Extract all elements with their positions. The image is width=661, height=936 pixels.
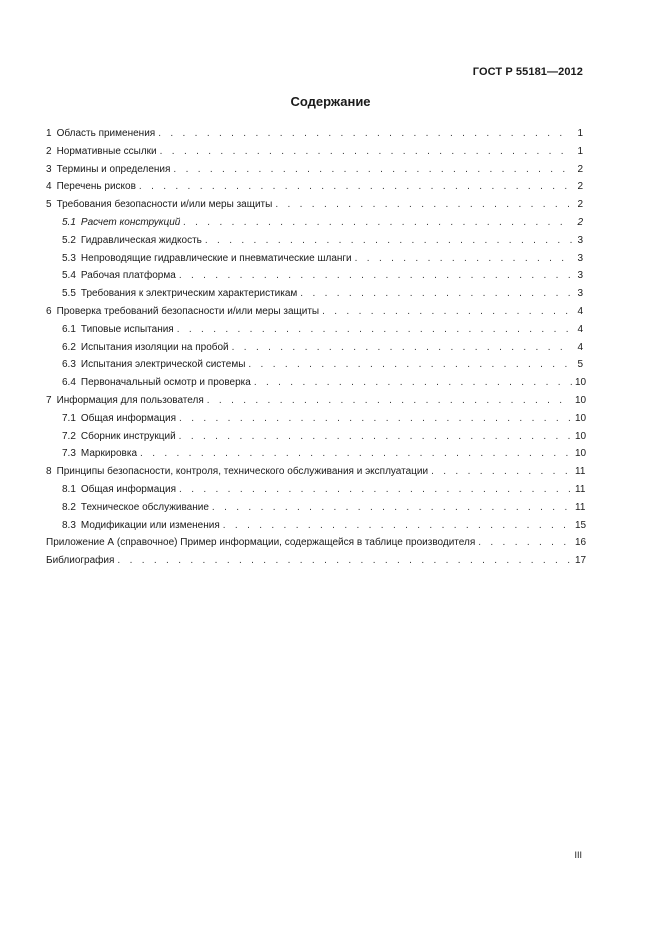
toc-entry-label: Принципы безопасности, контроля, технического обслуживания и эксплуатации	[56, 466, 429, 478]
toc-entry-page: 10	[575, 394, 587, 406]
toc-entry-label: Информация для пользователя	[56, 394, 204, 406]
toc-leader-dots	[140, 445, 572, 463]
toc-entry-page: 3	[577, 252, 583, 264]
toc-entry-page: 11	[575, 466, 586, 478]
toc-entry-number: 8.3	[62, 519, 76, 531]
toc-entry[interactable]	[46, 481, 586, 499]
toc-entry-label: Требования безопасности и/или меры защиты	[56, 199, 273, 211]
toc-entry-label: Область применения	[56, 128, 156, 139]
toc-entry-label: Приложение А (справочное) Пример информации, содержащейся в таблице производителя	[46, 537, 476, 549]
toc-entry-page: 11	[575, 501, 586, 513]
toc-entry-label: Маркировка	[80, 448, 138, 460]
toc-entry[interactable]	[46, 321, 583, 339]
toc-entry[interactable]	[46, 178, 583, 196]
toc-entry-page: 1	[577, 128, 583, 139]
toc-entry[interactable]	[46, 463, 586, 481]
toc-entry-page: 10	[575, 448, 587, 460]
toc-entry-page: 10	[575, 430, 587, 442]
table-of-contents	[46, 125, 587, 570]
toc-entry[interactable]	[46, 356, 583, 374]
toc-entry-label: Перечень рисков	[56, 181, 136, 193]
toc-entry-label: Гидравлическая жидкость	[80, 234, 202, 246]
toc-entry-label: Требования к электрическим характеристикам	[80, 288, 298, 300]
toc-entry-page: 10	[575, 412, 587, 424]
toc-title: Содержание	[290, 94, 371, 109]
toc-entry-number: 6.2	[62, 341, 76, 353]
toc-entry[interactable]	[46, 285, 583, 303]
toc-entry-page: 2	[577, 216, 583, 228]
toc-entry-label: Рабочая платформа	[80, 270, 176, 282]
toc-entry-number: 5.1	[62, 216, 76, 228]
toc-leader-dots	[431, 463, 572, 481]
toc-leader-dots	[275, 196, 572, 214]
toc-leader-dots	[355, 250, 572, 268]
toc-leader-dots	[139, 178, 572, 196]
toc-entry-page: 3	[577, 288, 583, 300]
toc-entry-number: 7.3	[62, 448, 76, 460]
toc-leader-dots	[322, 303, 572, 321]
page-header: ГОСТ Р 55181—2012	[472, 66, 583, 78]
toc-entry-label: Библиография	[46, 555, 115, 567]
toc-entry[interactable]	[46, 517, 587, 535]
toc-leader-dots	[160, 143, 572, 161]
toc-entry-number: 5.5	[62, 288, 76, 300]
toc-leader-dots	[183, 214, 572, 232]
toc-leader-dots	[232, 339, 572, 357]
toc-leader-dots	[212, 499, 572, 517]
toc-entry-page: 3	[577, 234, 583, 246]
toc-entry-number: 5.4	[62, 270, 76, 282]
toc-entry-number: 7	[46, 394, 52, 406]
toc-entry[interactable]	[46, 374, 587, 392]
toc-entry-number: 4	[46, 181, 52, 193]
toc-leader-dots	[300, 285, 572, 303]
page-number: III	[574, 850, 582, 860]
toc-entry[interactable]	[46, 214, 583, 232]
toc-entry[interactable]	[46, 534, 587, 552]
toc-entry-label: Расчет конструкций	[80, 216, 181, 228]
toc-entry-number: 5.3	[62, 252, 76, 264]
toc-entry-number: 7.2	[62, 430, 76, 442]
toc-entry[interactable]	[46, 250, 583, 268]
toc-entry-number: 2	[46, 145, 52, 157]
toc-entry-number: 6.3	[62, 359, 76, 371]
toc-leader-dots	[223, 517, 572, 535]
toc-entry-page: 10	[575, 377, 587, 389]
toc-entry-label: Испытания изоляции на пробой	[80, 341, 229, 353]
toc-entry-number: 5	[46, 199, 52, 211]
toc-entry-page: 4	[577, 305, 583, 317]
toc-entry-page: 11	[575, 483, 586, 495]
toc-leader-dots	[207, 392, 572, 410]
toc-entry-page: 1	[577, 145, 583, 157]
toc-entry-label: Сборник инструкций	[80, 430, 176, 442]
toc-leader-dots	[117, 552, 572, 570]
toc-entry-number: 8.2	[62, 501, 76, 513]
toc-entry-label: Типовые испытания	[80, 323, 174, 335]
toc-entry-number: 1	[46, 128, 52, 139]
toc-entry-label: Термины и определения	[56, 163, 171, 175]
toc-entry-label: Непроводящие гидравлические и пневматические шланги	[80, 252, 352, 264]
toc-entry[interactable]	[46, 161, 583, 179]
toc-leader-dots	[248, 356, 572, 374]
toc-leader-dots	[179, 481, 572, 499]
toc-entry-number: 8	[46, 466, 52, 478]
toc-leader-dots	[173, 161, 572, 179]
toc-entry-label: Общая информация	[80, 412, 177, 424]
toc-entry-page: 17	[575, 555, 587, 567]
toc-entry-page: 2	[577, 181, 583, 193]
toc-entry-label: Проверка требований безопасности и/или меры защиты	[56, 305, 320, 317]
toc-entry-page: 4	[577, 323, 583, 335]
toc-entry-label: Испытания электрической системы	[80, 359, 246, 371]
toc-entry-number: 6.1	[62, 323, 76, 335]
toc-entry[interactable]	[46, 232, 583, 250]
toc-entry-page: 2	[577, 163, 583, 175]
toc-entry[interactable]	[46, 143, 583, 161]
toc-entry-number: 7.1	[62, 412, 76, 424]
toc-entry-label: Техническое обслуживание	[80, 501, 209, 513]
toc-entry[interactable]	[46, 196, 583, 214]
toc-entry-number: 6	[46, 305, 52, 317]
toc-leader-dots	[177, 321, 572, 339]
toc-entry[interactable]	[46, 552, 587, 570]
toc-leader-dots	[179, 410, 572, 428]
toc-entry-page: 5	[577, 359, 583, 371]
toc-entry[interactable]	[46, 428, 587, 446]
toc-entry[interactable]	[46, 499, 586, 517]
toc-leader-dots	[158, 125, 572, 143]
toc-entry-label: Первоначальный осмотр и проверка	[80, 377, 251, 389]
toc-entry-number: 5.2	[62, 234, 76, 246]
toc-entry-number: 3	[46, 163, 52, 175]
toc-entry[interactable]	[46, 445, 587, 463]
toc-entry[interactable]	[46, 303, 583, 321]
toc-leader-dots	[179, 267, 572, 285]
toc-entry-page: 2	[577, 199, 583, 211]
toc-entry-label: Общая информация	[80, 483, 177, 495]
toc-entry-page: 3	[577, 270, 583, 282]
toc-leader-dots	[254, 374, 572, 392]
toc-entry-page: 4	[577, 341, 583, 353]
toc-leader-dots	[179, 428, 572, 446]
toc-entry[interactable]	[46, 392, 587, 410]
toc-entry-label: Модификации или изменения	[80, 519, 220, 531]
toc-entry-page: 15	[575, 519, 587, 531]
toc-entry[interactable]	[46, 339, 583, 357]
toc-entry-number: 8.1	[62, 483, 76, 495]
toc-entry[interactable]	[46, 410, 587, 428]
toc-leader-dots	[205, 232, 572, 250]
toc-leader-dots	[478, 534, 572, 552]
toc-entry[interactable]	[46, 125, 583, 143]
toc-entry-label: Нормативные ссылки	[56, 145, 157, 157]
toc-entry[interactable]	[46, 267, 583, 285]
toc-entry-page: 16	[575, 537, 587, 549]
toc-entry-number: 6.4	[62, 377, 76, 389]
